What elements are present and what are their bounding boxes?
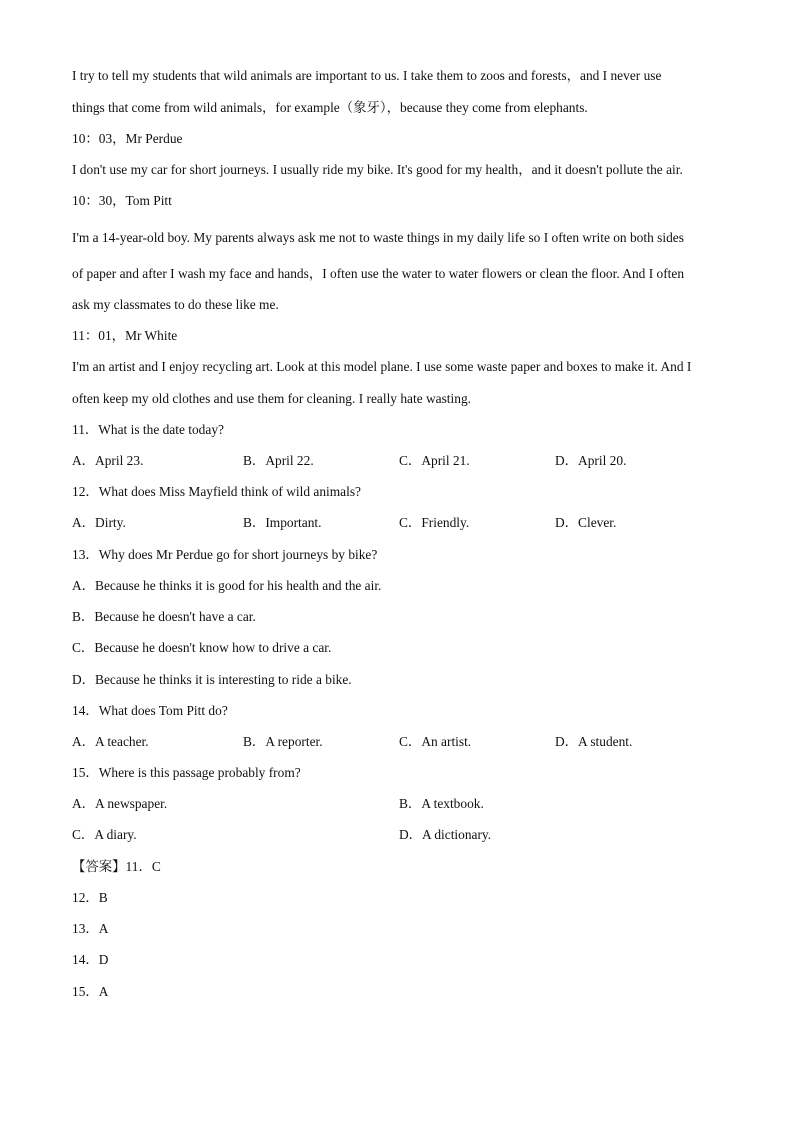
answer-line: 15．A — [72, 984, 109, 999]
answer-line: 14．D — [72, 952, 109, 967]
option: D．April 20. — [555, 453, 627, 468]
option: A．Dirty. — [72, 515, 126, 530]
time-heading: 10：03，Mr Perdue — [72, 131, 183, 146]
option: B．Important. — [243, 515, 322, 530]
question-stem: 11．What is the date today? — [72, 422, 224, 437]
option: D．Clever. — [555, 515, 617, 530]
time-heading: 11：01，Mr White — [72, 328, 178, 343]
passage-line: of paper and after I wash my face and hands，I often use the water to water flowers or clean the floor. And I often — [72, 266, 685, 281]
option: D．A student. — [555, 734, 633, 749]
question-stem: 14．What does Tom Pitt do? — [72, 703, 228, 718]
passage-line: I'm an artist and I enjoy recycling art. Look at this model plane. I use some waste paper and boxes to make it. And I — [72, 359, 692, 374]
time-heading: 10：30，Tom Pitt — [72, 193, 172, 208]
passage-line: I try to tell my students that wild animals are important to us. I take them to zoos and forests，and I never use — [72, 68, 662, 83]
passage-line: I'm a 14-year-old boy. My parents always ask me not to waste things in my daily life so I often write on both sides — [72, 230, 684, 245]
option: B．A textbook. — [399, 796, 484, 811]
option: C．An artist. — [399, 734, 472, 749]
question-stem: 15．Where is this passage probably from? — [72, 765, 301, 780]
option: A．A teacher. — [72, 734, 149, 749]
option: B．A reporter. — [243, 734, 323, 749]
option: D．A dictionary. — [399, 827, 492, 842]
option: A．A newspaper. — [72, 796, 168, 811]
passage-line: ask my classmates to do these like me. — [72, 297, 279, 312]
option: C．A diary. — [72, 827, 137, 842]
answer-label: 【答案】11．C — [72, 859, 161, 874]
passage-line: often keep my old clothes and use them for cleaning. I really hate wasting. — [72, 391, 471, 406]
option: D．Because he thinks it is interesting to ride a bike. — [72, 672, 352, 687]
answer-line: 12．B — [72, 890, 108, 905]
option: C．Friendly. — [399, 515, 470, 530]
option: C．Because he doesn't know how to drive a car. — [72, 640, 332, 655]
option: A．April 23. — [72, 453, 144, 468]
option: A．Because he thinks it is good for his health and the air. — [72, 578, 382, 593]
option: C．April 21. — [399, 453, 470, 468]
passage-line: things that come from wild animals，for example（象牙），because they come from elephants. — [72, 100, 588, 115]
option: B．April 22. — [243, 453, 314, 468]
passage-line: I don't use my car for short journeys. I usually ride my bike. It's good for my health，and it doesn't pollute the air. — [72, 162, 683, 177]
answer-line: 13．A — [72, 921, 109, 936]
question-stem: 12．What does Miss Mayfield think of wild animals? — [72, 484, 361, 499]
option: B．Because he doesn't have a car. — [72, 609, 256, 624]
question-stem: 13．Why does Mr Perdue go for short journeys by bike? — [72, 547, 378, 562]
